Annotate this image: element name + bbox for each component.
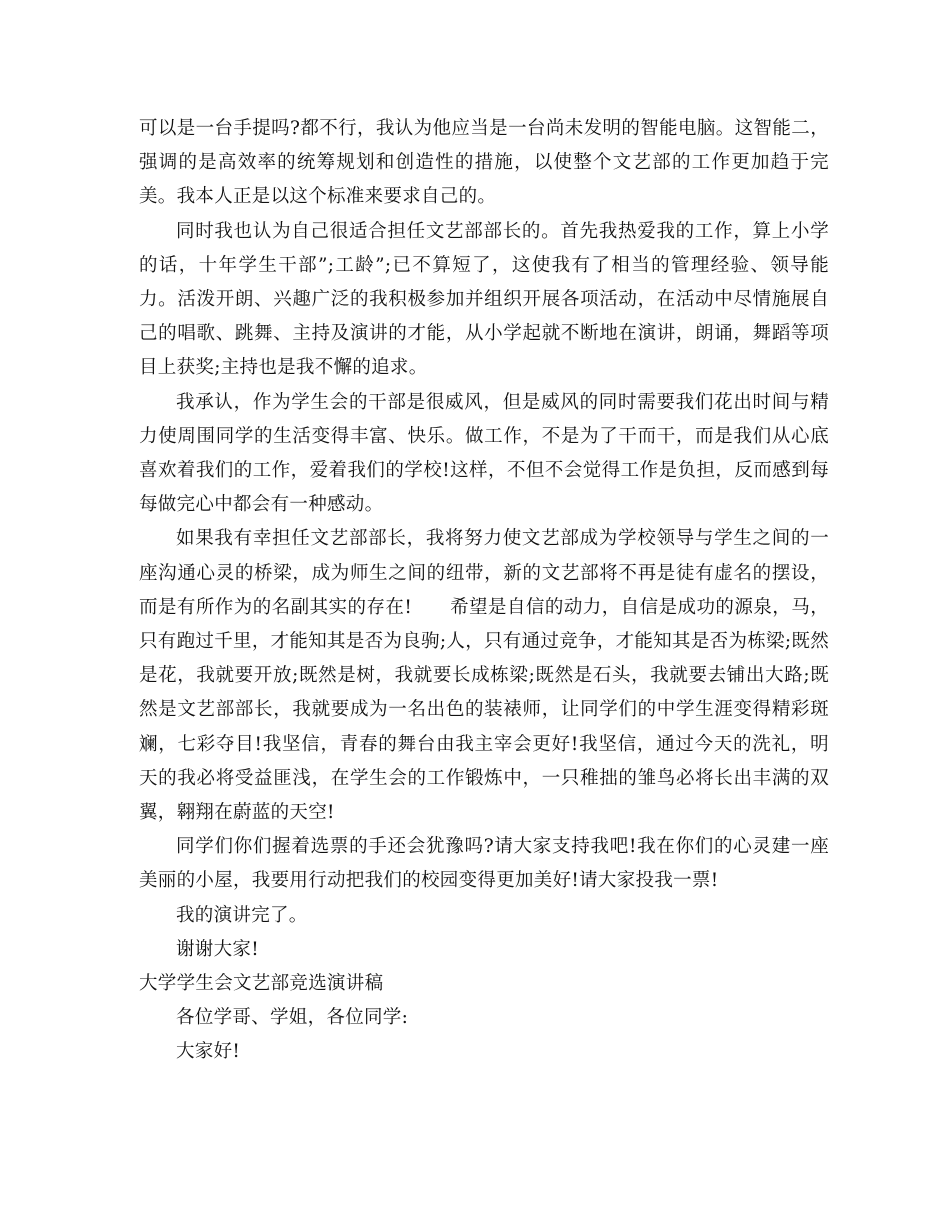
- paragraph-thanks: 谢谢大家!: [176, 938, 259, 960]
- speech-salutation: 大家好!: [176, 1041, 241, 1063]
- document-body: [139, 112, 829, 1070]
- speech-title: 大学学生会文艺部竞选演讲稿: [139, 973, 384, 995]
- paragraph-aspiration: 如果我有幸担任文艺部部长，我将努力使文艺部成为学校领导与学生之间的一座沟通心灵的桥梁，成为师生之间的纽带，新的文艺部将不再是徒有虚名的摆设，而是有所作为的名副其实的存在! 希望是自信的动力，自信是成功的源泉，马，只有跑过千里，才能知其是否为良驹;人，只有通过竞争，才能知其是否为栋梁;既然是花，我就要开放;既然是树，我就要长成栋梁;既然是石头，我就要去铺出大路;既然是文艺部部长，我就要成为一名出色的装裱师，让同学们的中学生涯变得精彩斑斓，七彩夺目!我坚信，青春的舞台由我主宰会更好!我坚信，通过今天的洗礼，明天的我必将受益匪浅，在学生会的工作锻炼中，一只稚拙的雏鸟必将长出丰满的双翼，翱翔在蔚蓝的天空!: [139, 528, 829, 824]
- speech-greeting: 各位学哥、学姐，各位同学:: [176, 1007, 409, 1029]
- paragraph-closing: 我的演讲完了。: [176, 904, 308, 926]
- paragraph-suitability: 同时我也认为自己很适合担任文艺部部长的。首先我热爱我的工作，算上小学的话，十年学生干部”;工龄”;已不算短了，这使我有了相当的管理经验、领导能力。活泼开朗、兴趣广泛的我积极参加并组织开展各项活动，在活动中尽情施展自己的唱歌、跳舞、主持及演讲的才能，从小学起就不断地在演讲，朗诵，舞蹈等项目上获奖;主持也是我不懈的追求。: [139, 220, 829, 379]
- paragraph-responsibility: 我承认，作为学生会的干部是很威风，但是威风的同时需要我们花出时间与精力使周围同学的生活变得丰富、快乐。做工作，不是为了干而干，而是我们从心底喜欢着我们的工作，爱着我们的学校!这样，不但不会觉得工作是负担，反而感到每每做完心中都会有一种感动。: [139, 391, 829, 516]
- paragraph-continuation: 可以是一台手提吗?都不行，我认为他应当是一台尚未发明的智能电脑。这智能二，强调的是高效率的统筹规划和创造性的措施，以使整个文艺部的工作更加趋于完美。我本人正是以这个标准来要求自己的。: [139, 118, 829, 208]
- paragraph-vote-appeal: 同学们你们握着选票的手还会犹豫吗?请大家支持我吧!我在你们的心灵建一座美丽的小屋，我要用行动把我们的校园变得更加美好!请大家投我一票!: [139, 836, 829, 892]
